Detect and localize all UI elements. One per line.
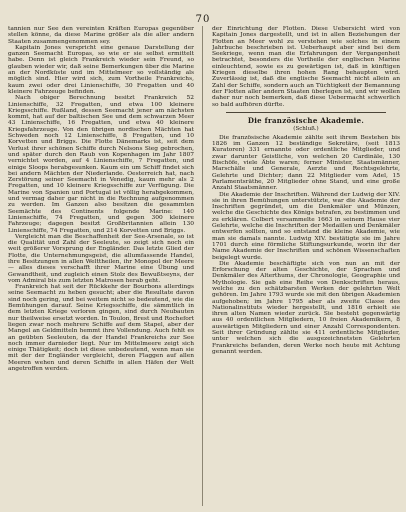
- paragraph: Nach obiger Berechnung besitzt Frankreich 52 Linienschiffe, 32 Fregatten, und etwa 100 kleinere Kriegsschiffe. Rußland, dessen Seemacht jener am nächsten kommt, hat auf der baltischen See und dem schwarzen Meer 43 Linienschiffe, 16 Fregatten, und etwa 40 kleinere Kriegsfahrzeuge. Von den übrigen nordischen Mächten hat Schweden noch 12 Linienschiffe, 8 Fregatten, und 10 Korvetten und Briggs. Die Flotte Dänemarks ist, seit dem Verlust ihrer schönen Schiffe durch Nelsons Sieg gebrochen, und später durch den Raub von Kopenhagen im Jahr 1807 vernichtet worden, auf 4 Linienschiffe, 7 Fregatten, und einige Sloops herabgesunken. Kaum ein um Schiff findet sich bei andern Mächten der Niederlande. Oesterreich hat, nach Zerstörung seiner Seemacht in Venedig, kaum mehr als 2 Fregatten, und 10 kleinere Kriegsschiffe zur Verfügung. Die Marine von Spanien und Portugal ist völlig herabgekommen, und vermag daher gar nicht in die Rechnung aufgenommen zu werden. Im Ganzen also besitzen die gesammten Seemächte des Continents folgende Marine: 140 Linienschiffe, 74 Fregatten, und gegen 300 kleinere Fahrzeuge; dagegen besitzt Großbritannien allein 130 Linienschiffe, 74 Fregatten, und 214 Korvetten und Briggs.: [8, 95, 194, 234]
- column-divider: [202, 26, 203, 506]
- paragraph: Frankreich hat seit der Rückkehr der Bourbons allerdings seine Seemacht zu heben gesucht; aber die Resultate davon sind noch gering, und bei weitem nicht so bedeutend, wie die Bemühungen darauf. Seine Kriegsschiffe, die sämmtlich in dem letzten Kriege verloren gingen, sind durch Neubauten nur theilweise ersetzt worden. In Toulon, Brest und Rochefort liegen zwar noch mehrere Schiffe auf dem Stapel, aber der Mangel an Geldmitteln hemmt ihre Vollendung. Auch fehlt es an geübten Seeleuten, da der Handel Frankreichs zur See noch immer darnieder liegt. Nur im Mittelmeere zeigt sich einige Thätigkeit; doch ist diese unbedeutend, wenn man sie mit der der Engländer vergleicht, deren Flaggen auf allen Meeren wehen und deren Schiffe in allen Häfen der Welt angetroffen werden.: [8, 284, 194, 373]
- section-subtitle: (Schluß.): [293, 125, 319, 132]
- page-number: 70: [195, 14, 211, 25]
- paragraph: Die französische Akademie zählte seit ihrem Bestehen bis 1826 im Ganzen 12 beständige Sekretäre, (seit 1813 Kuratoren) 331 ernannte oder ordentliche Mitglieder, und zwar darunter Geistliche, von welchen 20 Cardinäle, 130 Bischöfe, viele Äbte waren; ferner Minister, Staatsmänner, Marschälle und Generale, Aerzte und Rechtsgelehrte, Gelehrte und Dichter; dann 22 Mitglieder vom Adel, 15 Parlamentsräthe, 20 Mitglieder ohne Stand, und eine große Anzahl Staatsmänner.: [212, 134, 400, 192]
- section-divider: [226, 112, 386, 113]
- section-title: Die französische Akademie.: [247, 115, 365, 125]
- paragraph: Die Akademie beschäftigte sich von nun an mit der Erforschung der alten Geschichte, der Sprachen und Denkmäler des Alterthums, der Chronologie, Geographie und Mythologie. Sie gab eine Reihe von Denkschriften heraus, welche zu den schätzbarsten Werken der gelehrten Welt gehören. Im Jahre 1793 wurde sie mit den übrigen Akademien aufgehoben; im Jahre 1795 aber als zweite Classe des Nationalinstituts wieder hergestellt, und 1816 erhielt sie ihren alten Namen wieder zurück. Sie besteht gegenwärtig aus 40 ordentlichen Mitgliedern, 10 freien Akademikern, 8 auswärtigen Mitgliedern und einer Anzahl Correspondenten. Seit ihrer Gründung zählte sie 411 ordentliche Mitglieder, unter welchen sich die ausgezeichnetsten Gelehrten Frankreichs befanden, deren Werke noch heute mit Achtung genannt werden.: [212, 260, 400, 355]
- right-column: [212, 26, 400, 508]
- paragraph: der Einrichtung der Flotten. Diese Uebersicht wird von Kapitain Jones dargestellt, und ist in allen Beziehungen der Flotten an Meer wohl zu verstehen wie solches in einem Jahrbuche beschrieben ist. Ueberhaupt aber sind bei dem Seekriege, wenn man die Erfahrungen der Vergangenheit betrachtet, besonders die Vortheile der englischen Marine einleuchtend, sowie es zu gewärtigen ist, daß in künftigen Kriegen dieselbe ihren hohen Rang behaupten wird. Zuverlässig ist, daß die englische Seemacht nicht allein an Zahl der Schiffe, sondern auch an Tüchtigkeit der Bemannung der Flotten aller andern Staaten überlegen ist, und wir wollen daher nur noch bemerken, daß diese Uebermacht schwerlich so bald aufhören dürfte.: [212, 26, 400, 108]
- paragraph: tannien nur See den vereinten Kräften Europas gegenüber stellen könne, da diese Marine größer als die aller andern Staaten zusammengenommen sey.: [8, 26, 194, 45]
- paragraph: Die Akademie der Inschriften. Während der Ludwig der XIV. sie in ihren Bemühungen unterstützte, war die Akademie der Inschriften gegründet, um die Denkmäler und Münzen, welche die Geschichte des Königs betrafen, zu bestimmen und zu erklären. Colbert versammelte 1663 in seinem Hause vier Gelehrte, welche die Inschriften der Medaillen und Denkmäler entwerfen sollten, und so entstand die kleine Akademie, wie man sie damals nannte. Ludwig XIV. bestätigte sie im Jahre 1701 durch eine förmliche Stiftungsurkunde, worin ihr der Name Akademie der Inschriften und schönen Wissenschaften beigelegt wurde.: [212, 191, 400, 261]
- left-column: [8, 26, 194, 508]
- paragraph: Kapitain Jones verspricht eine genaue Darstellung der ganzen Seemacht Europas, so wie er sie selbst ermittelt habe. Denn ist gleich Frankreich wieder sein Freund, so glauben wieder wir, daß seine Bemerkungen über die Marine an der Nordküste und im Mittelmeer so vollständig als möglich sind. Hier wird sich, zum Vortheile Frankreichs, kaum zwei oder drei Linienschiffe, 30 Fregatten und 40 kleinere Fahrzeuge befinden.: [8, 44, 194, 95]
- paragraph: Vergleicht man die Beschaffenheit der See-Arsenale, so ist die Qualität und Zahl der Seeleute, so zeigt sich noch ein weit größerer Vorsprung der Engländer. Das letzte Glied der Flotte, die Unternehmungsgeist, die allumfassende Handel, ihre Besitzungen in allen Welttheilen, ihr Monopol der Meere — alles dieses verschafft ihrer Marine eine Übung und Gewandtheit, und zugleich einen Stolz des Bewußtseyns, der vom Admiral bis zum letzten Matrosen herab geht.: [8, 233, 194, 284]
